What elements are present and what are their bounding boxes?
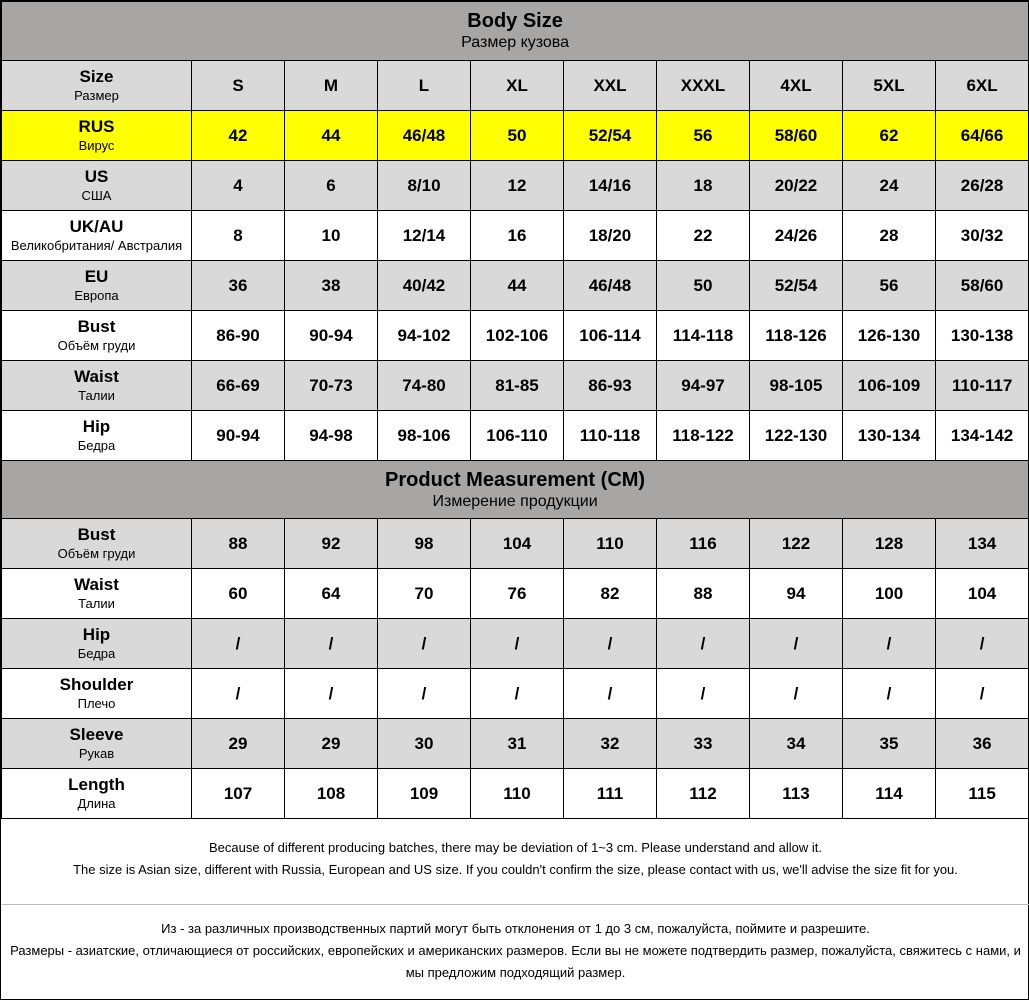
product-row-sleeve-value: 34 <box>750 719 843 769</box>
product-row-hip-value: / <box>192 619 285 669</box>
product-row-waist-value: 100 <box>843 569 936 619</box>
size-header-row-value: 4XL <box>750 61 843 111</box>
product-row-shoulder <box>2 669 1029 719</box>
body-row-rus-value: 62 <box>843 111 936 161</box>
body-row-uk-au-value: 22 <box>657 211 750 261</box>
product-row-sleeve-value: 36 <box>936 719 1029 769</box>
size-header-row-value: XXL <box>564 61 657 111</box>
body-row-hip <box>2 411 1029 461</box>
product-row-sleeve-value: 35 <box>843 719 936 769</box>
size-header-row-value: XL <box>471 61 564 111</box>
body-row-uk-au-value: 10 <box>285 211 378 261</box>
product-row-hip-value: / <box>285 619 378 669</box>
product-row-shoulder-value: / <box>657 669 750 719</box>
product-row-shoulder-value: / <box>192 669 285 719</box>
body-row-rus-value: 46/48 <box>378 111 471 161</box>
body-row-eu-value: 36 <box>192 261 285 311</box>
size-header-row-label <box>2 61 192 111</box>
product-row-length-value: 114 <box>843 769 936 819</box>
product-row-waist-value: 104 <box>936 569 1029 619</box>
product-row-shoulder-label-en: Shoulder <box>59 674 134 694</box>
body-row-eu-value: 46/48 <box>564 261 657 311</box>
product-row-length-value: 112 <box>657 769 750 819</box>
size-header-row-value: XXXL <box>657 61 750 111</box>
size-header-row-value: M <box>285 61 378 111</box>
body-row-rus-value: 44 <box>285 111 378 161</box>
body-row-us-value: 26/28 <box>936 161 1029 211</box>
body-row-waist-value: 106-109 <box>843 361 936 411</box>
body-row-us-value: 6 <box>285 161 378 211</box>
body-row-waist-value: 70-73 <box>285 361 378 411</box>
body-row-us-value: 8/10 <box>378 161 471 211</box>
body-row-eu-value: 38 <box>285 261 378 311</box>
body-row-hip-label-en: Hip <box>82 416 111 436</box>
product-row-waist-value: 88 <box>657 569 750 619</box>
size-header-row-label-ru: Размер <box>74 87 119 103</box>
product-row-sleeve-label-ru: Рукав <box>78 745 115 761</box>
body-row-waist-label-en: Waist <box>74 366 119 386</box>
body-row-bust-label-ru: Объём груди <box>57 337 136 353</box>
product-row-sleeve-value: 33 <box>657 719 750 769</box>
body-row-rus-value: 52/54 <box>564 111 657 161</box>
product-row-length-value: 108 <box>285 769 378 819</box>
body-row-waist-value: 110-117 <box>936 361 1029 411</box>
product-row-shoulder-value: / <box>471 669 564 719</box>
body-row-uk-au-value: 30/32 <box>936 211 1029 261</box>
body-row-hip-value: 122-130 <box>750 411 843 461</box>
product-row-bust-label-en: Bust <box>77 524 116 544</box>
product-row-hip-value: / <box>750 619 843 669</box>
body-row-uk-au-value: 18/20 <box>564 211 657 261</box>
body-row-hip-value: 94-98 <box>285 411 378 461</box>
note-asian-size-ru: Размеры - азиатские, отличающиеся от российских, европейских и американских размеров. Если вы не можете подтвердить размер, пожалуйста, свяжитесь с нами, и мы предложим подходящий размер. <box>10 943 1021 980</box>
body-row-uk-au-label <box>2 211 192 261</box>
size-header-row-value: 5XL <box>843 61 936 111</box>
body-row-uk-au-value: 28 <box>843 211 936 261</box>
product-row-bust-value: 88 <box>192 519 285 569</box>
body-row-waist-label-ru: Талии <box>78 387 115 403</box>
product-row-waist-value: 64 <box>285 569 378 619</box>
size-table <box>1 1 1029 819</box>
body-row-hip-value: 134-142 <box>936 411 1029 461</box>
body-row-uk-au-value: 8 <box>192 211 285 261</box>
body-row-waist-value: 81-85 <box>471 361 564 411</box>
body-row-hip-value: 118-122 <box>657 411 750 461</box>
product-row-sleeve <box>2 719 1029 769</box>
product-row-shoulder-label <box>2 669 192 719</box>
body-row-hip-label <box>2 411 192 461</box>
body-row-eu <box>2 261 1029 311</box>
product-row-bust-value: 110 <box>564 519 657 569</box>
body-row-uk-au-label-ru: Великобритания/ Австралия <box>10 237 183 253</box>
product-row-waist-value: 94 <box>750 569 843 619</box>
note-deviation-en: Because of different producing batches, there may be deviation of 1~3 cm. Please understand and allow it. <box>209 840 822 855</box>
product-row-hip-value: / <box>936 619 1029 669</box>
product-row-hip-value: / <box>843 619 936 669</box>
product-row-length-value: 113 <box>750 769 843 819</box>
body-row-uk-au <box>2 211 1029 261</box>
body-row-hip-label-ru: Бедра <box>77 437 116 453</box>
product-row-length-label <box>2 769 192 819</box>
product-row-bust-value: 128 <box>843 519 936 569</box>
product-row-length-label-ru: Длина <box>77 795 116 811</box>
product-row-length-label-en: Length <box>68 774 125 794</box>
body-row-bust-value: 130-138 <box>936 311 1029 361</box>
product-row-bust-label-ru: Объём груди <box>57 545 136 561</box>
body-row-rus-label-ru: Вирус <box>78 137 115 153</box>
body-row-bust <box>2 311 1029 361</box>
product-row-bust-value: 116 <box>657 519 750 569</box>
body-row-us-value: 24 <box>843 161 936 211</box>
product-row-hip-label <box>2 619 192 669</box>
note-asian-size-en: The size is Asian size, different with Russia, European and US size. If you couldn't confirm the size, please contact with us, we'll advise the size fit for you. <box>73 862 958 877</box>
body-size-banner-title-ru: Размер кузова <box>461 34 570 51</box>
body-row-hip-value: 98-106 <box>378 411 471 461</box>
body-row-bust-value: 106-114 <box>564 311 657 361</box>
body-row-rus-value: 42 <box>192 111 285 161</box>
body-row-us-value: 18 <box>657 161 750 211</box>
body-row-rus-label-en: RUS <box>78 116 115 136</box>
product-row-bust-value: 104 <box>471 519 564 569</box>
body-row-eu-value: 44 <box>471 261 564 311</box>
body-size-banner-title: Body Size <box>467 10 563 32</box>
notes-divider <box>2 904 1029 905</box>
product-row-hip-value: / <box>378 619 471 669</box>
product-row-sleeve-value: 30 <box>378 719 471 769</box>
size-header-row-value: L <box>378 61 471 111</box>
product-row-hip-value: / <box>471 619 564 669</box>
product-row-bust-value: 92 <box>285 519 378 569</box>
product-row-shoulder-value: / <box>843 669 936 719</box>
body-row-uk-au-label-en: UK/AU <box>69 216 124 236</box>
body-row-bust-value: 94-102 <box>378 311 471 361</box>
body-row-bust-label <box>2 311 192 361</box>
product-banner-title: Product Measurement (CM) <box>385 468 646 491</box>
product-row-length-value: 111 <box>564 769 657 819</box>
product-row-length-value: 115 <box>936 769 1029 819</box>
product-row-length-value: 109 <box>378 769 471 819</box>
product-row-length-value: 110 <box>471 769 564 819</box>
product-row-bust-label <box>2 519 192 569</box>
product-banner-title-ru: Измерение продукции <box>432 492 598 510</box>
body-row-us-value: 20/22 <box>750 161 843 211</box>
body-row-eu-label <box>2 261 192 311</box>
body-row-eu-value: 40/42 <box>378 261 471 311</box>
product-row-waist-value: 70 <box>378 569 471 619</box>
body-row-bust-value: 102-106 <box>471 311 564 361</box>
product-row-waist-label-ru: Талии <box>78 595 115 611</box>
body-row-hip-value: 110-118 <box>564 411 657 461</box>
product-row-waist-label <box>2 569 192 619</box>
body-row-rus-value: 56 <box>657 111 750 161</box>
body-row-bust-value: 126-130 <box>843 311 936 361</box>
body-row-waist <box>2 361 1029 411</box>
product-banner <box>2 461 1029 519</box>
product-row-shoulder-value: / <box>936 669 1029 719</box>
product-row-length <box>2 769 1029 819</box>
body-row-eu-value: 50 <box>657 261 750 311</box>
product-row-sleeve-value: 31 <box>471 719 564 769</box>
body-row-hip-value: 90-94 <box>192 411 285 461</box>
product-row-hip-value: / <box>564 619 657 669</box>
body-row-us-value: 4 <box>192 161 285 211</box>
body-row-waist-value: 66-69 <box>192 361 285 411</box>
body-row-waist-value: 86-93 <box>564 361 657 411</box>
body-row-eu-value: 52/54 <box>750 261 843 311</box>
body-row-us-value: 14/16 <box>564 161 657 211</box>
body-row-uk-au-value: 12/14 <box>378 211 471 261</box>
size-header-row-value: S <box>192 61 285 111</box>
size-header-row-label-en: Size <box>79 66 114 86</box>
body-row-uk-au-value: 16 <box>471 211 564 261</box>
product-row-hip-label-ru: Бедра <box>77 645 116 661</box>
product-row-bust-value: 134 <box>936 519 1029 569</box>
body-row-uk-au-value: 24/26 <box>750 211 843 261</box>
product-banner-cell <box>2 461 1029 519</box>
product-row-sleeve-label <box>2 719 192 769</box>
body-size-banner-cell <box>2 2 1029 61</box>
body-row-us <box>2 161 1029 211</box>
body-row-eu-label-ru: Европа <box>74 287 119 303</box>
body-row-bust-value: 86-90 <box>192 311 285 361</box>
product-row-sleeve-value: 32 <box>564 719 657 769</box>
size-header-row <box>2 61 1029 111</box>
product-row-waist <box>2 569 1029 619</box>
product-row-shoulder-value: / <box>564 669 657 719</box>
body-row-waist-value: 74-80 <box>378 361 471 411</box>
size-header-row-value: 6XL <box>936 61 1029 111</box>
body-row-us-label-ru: США <box>81 187 112 203</box>
note-deviation-ru: Из - за различных производственных партий могут быть отклонения от 1 до 3 см, пожалуйста, поймите и разрешите. <box>161 921 870 936</box>
product-row-waist-value: 60 <box>192 569 285 619</box>
body-row-bust-value: 118-126 <box>750 311 843 361</box>
body-size-banner <box>2 2 1029 61</box>
product-row-waist-label-en: Waist <box>74 574 119 594</box>
product-row-waist-value: 82 <box>564 569 657 619</box>
body-row-bust-label-en: Bust <box>77 316 116 336</box>
body-row-us-value: 12 <box>471 161 564 211</box>
product-row-sleeve-value: 29 <box>285 719 378 769</box>
body-row-rus <box>2 111 1029 161</box>
product-row-length-value: 107 <box>192 769 285 819</box>
body-row-waist-label <box>2 361 192 411</box>
body-row-eu-value: 56 <box>843 261 936 311</box>
product-row-hip <box>2 619 1029 669</box>
body-row-eu-label-en: EU <box>84 266 109 286</box>
product-row-bust <box>2 519 1029 569</box>
body-row-hip-value: 130-134 <box>843 411 936 461</box>
product-row-sleeve-label-en: Sleeve <box>69 724 124 744</box>
product-row-shoulder-value: / <box>285 669 378 719</box>
product-row-shoulder-value: / <box>750 669 843 719</box>
notes-english <box>2 837 1029 903</box>
body-row-rus-value: 64/66 <box>936 111 1029 161</box>
product-row-shoulder-value: / <box>378 669 471 719</box>
body-row-rus-value: 58/60 <box>750 111 843 161</box>
product-row-shoulder-label-ru: Плечо <box>77 695 116 711</box>
body-row-waist-value: 94-97 <box>657 361 750 411</box>
body-row-us-label <box>2 161 192 211</box>
notes-russian <box>2 918 1029 984</box>
product-row-hip-value: / <box>657 619 750 669</box>
body-row-bust-value: 114-118 <box>657 311 750 361</box>
body-row-rus-label <box>2 111 192 161</box>
product-row-waist-value: 76 <box>471 569 564 619</box>
body-row-bust-value: 90-94 <box>285 311 378 361</box>
body-row-waist-value: 98-105 <box>750 361 843 411</box>
body-row-rus-value: 50 <box>471 111 564 161</box>
product-row-bust-value: 98 <box>378 519 471 569</box>
body-row-hip-value: 106-110 <box>471 411 564 461</box>
product-row-sleeve-value: 29 <box>192 719 285 769</box>
body-row-eu-value: 58/60 <box>936 261 1029 311</box>
product-row-bust-value: 122 <box>750 519 843 569</box>
body-row-us-label-en: US <box>84 166 109 186</box>
product-row-hip-label-en: Hip <box>82 624 111 644</box>
